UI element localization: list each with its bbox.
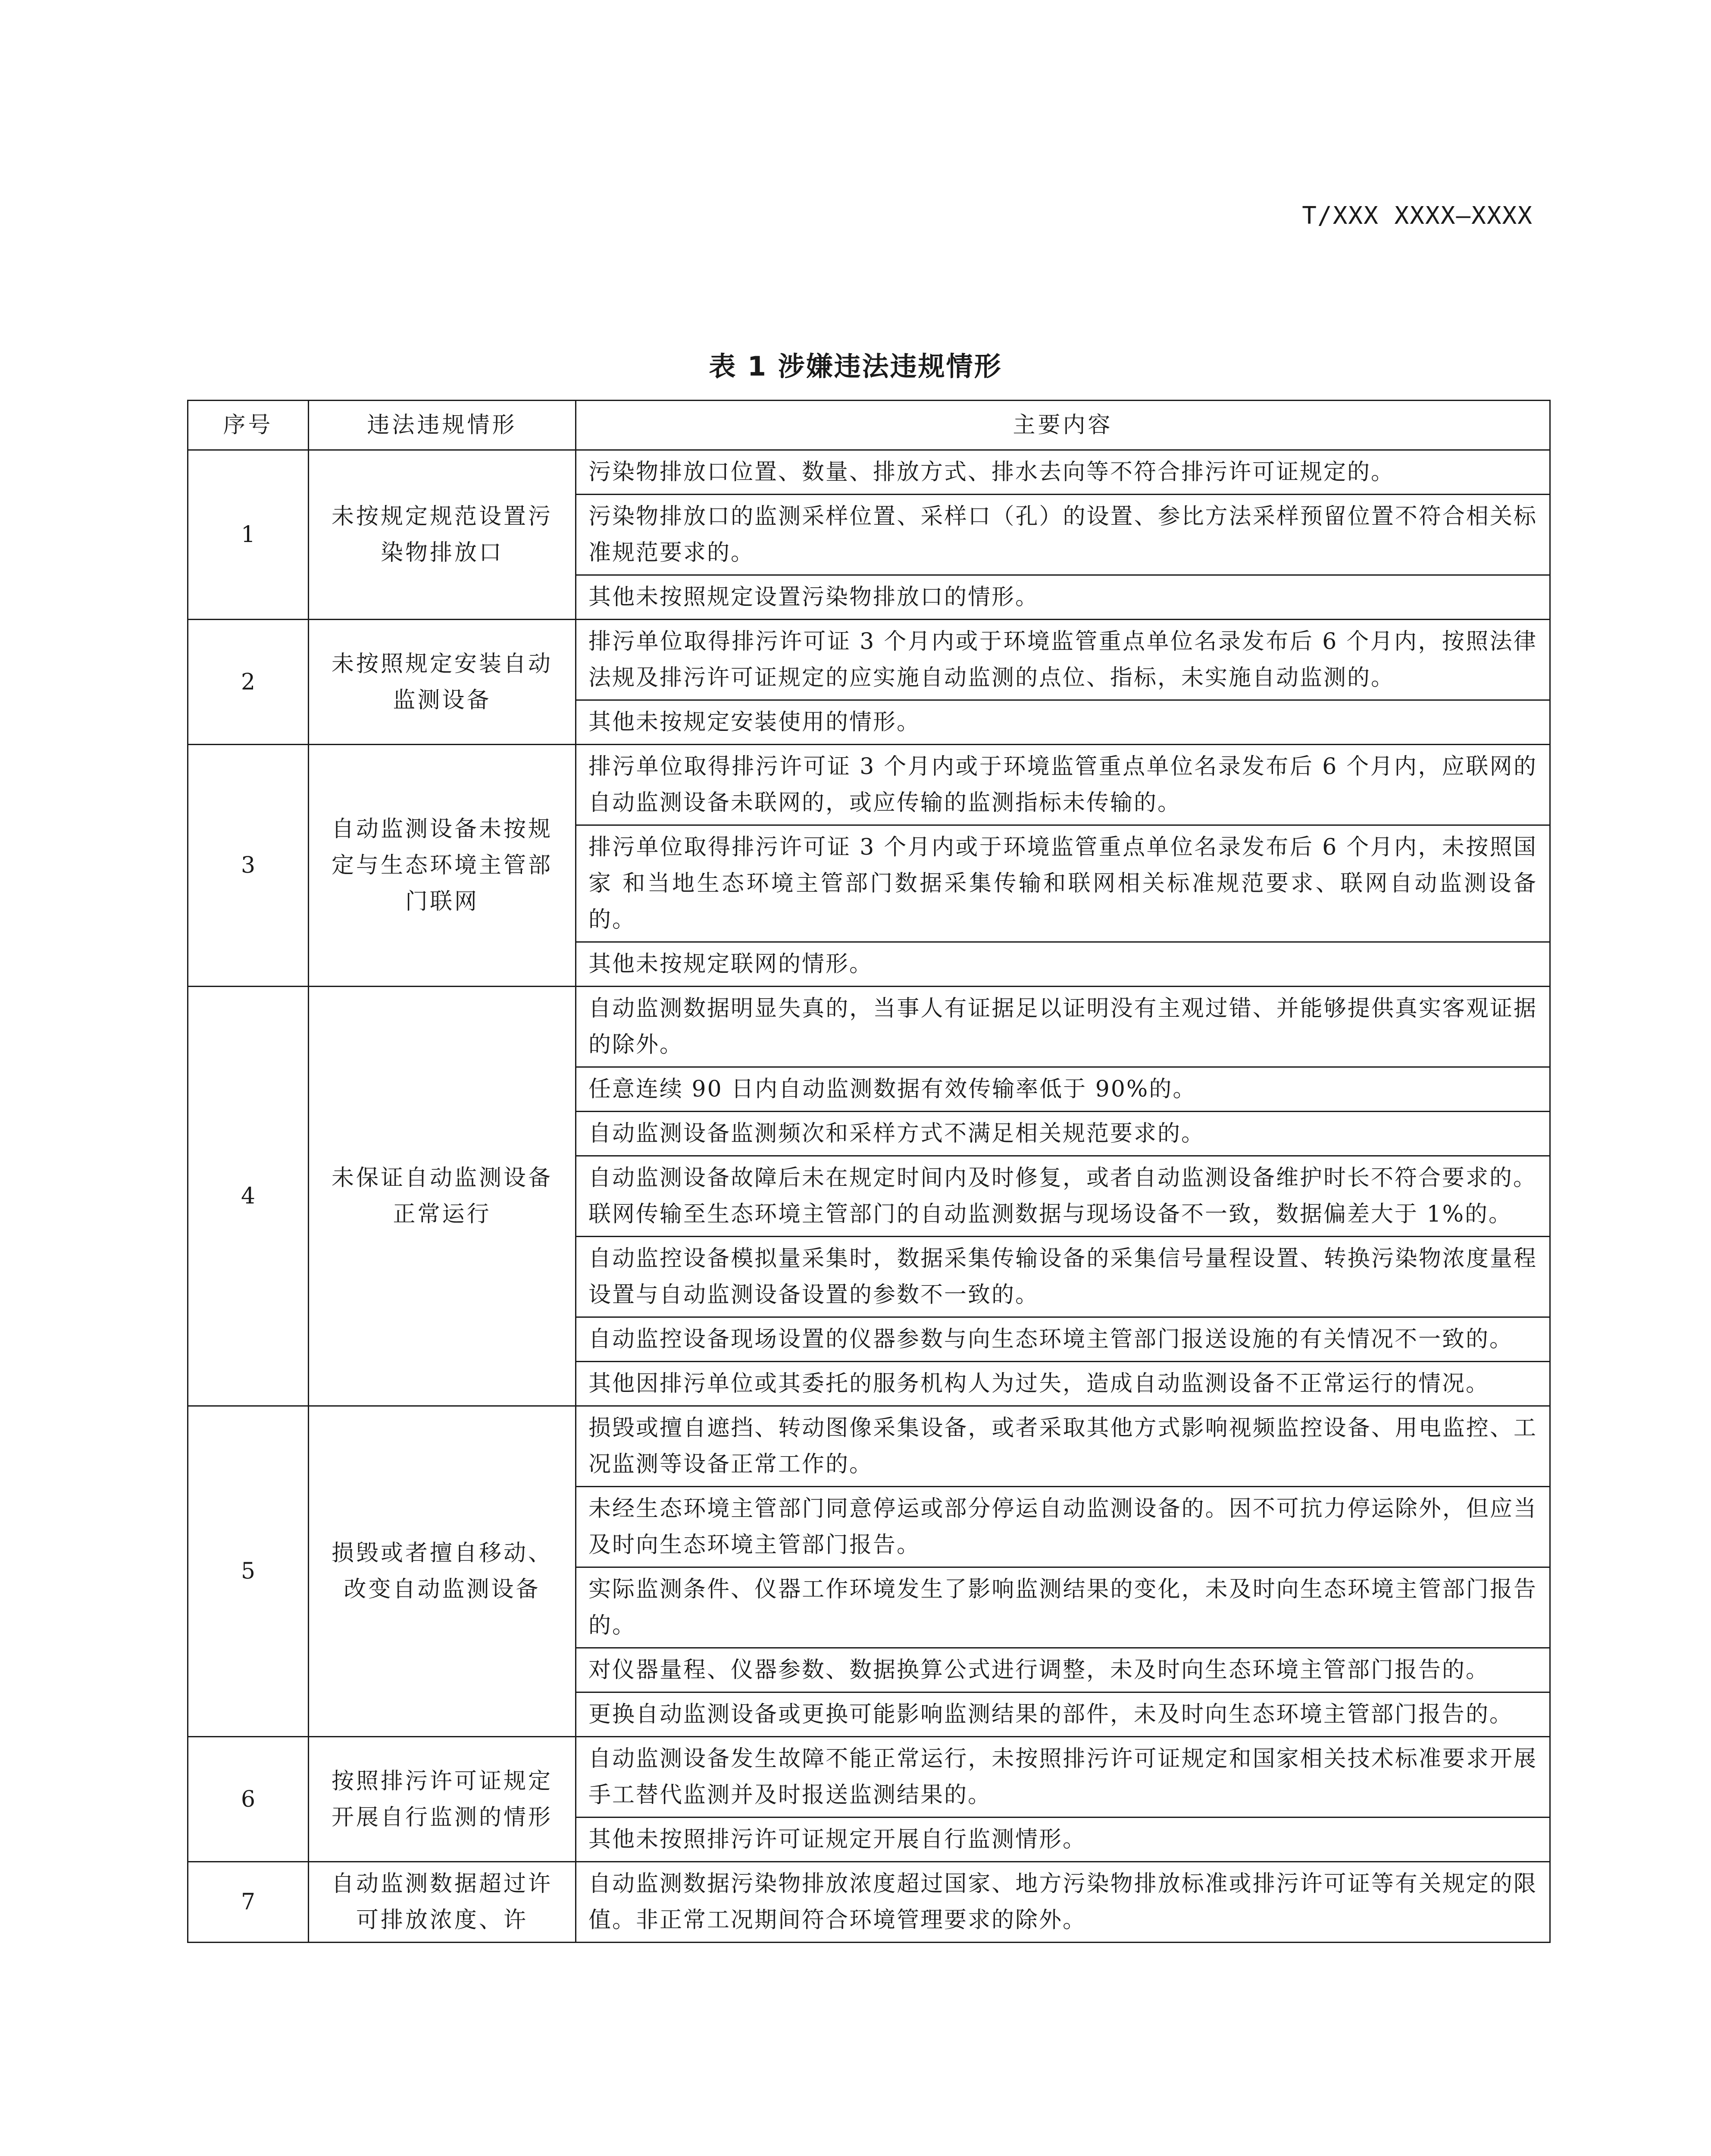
header-situation: 违法违规情形: [309, 401, 576, 450]
violation-content: 自动监测数据明显失真的，当事人有证据足以证明没有主观过错、并能够提供真实客观证据的除外。: [576, 987, 1550, 1067]
violation-content: 自动监测数据污染物排放浓度超过国家、地方污染物排放标准或排污许可证等有关规定的限值。非正常工况期间符合环境管理要求的除外。: [576, 1862, 1550, 1943]
table-row: [188, 1406, 1550, 1487]
violation-situation: 未保证自动监测设备正常运行: [309, 987, 576, 1406]
violation-content: 污染物排放口位置、数量、排放方式、排水去向等不符合排污许可证规定的。: [576, 450, 1550, 495]
violation-content: 自动监控设备现场设置的仪器参数与向生态环境主管部门报送设施的有关情况不一致的。: [576, 1317, 1550, 1362]
violation-content: 自动监测设备发生故障不能正常运行，未按照排污许可证规定和国家相关技术标准要求开展手工替代监测并及时报送监测结果的。: [576, 1737, 1550, 1818]
table-row: [188, 620, 1550, 700]
row-number: 4: [188, 987, 309, 1406]
violation-content: 未经生态环境主管部门同意停运或部分停运自动监测设备的。因不可抗力停运除外，但应当及时向生态环境主管部门报告。: [576, 1487, 1550, 1567]
violation-content: 其他未按规定安装使用的情形。: [576, 700, 1550, 745]
violations-table: [187, 400, 1551, 1943]
violation-content: 自动监控设备模拟量采集时，数据采集传输设备的采集信号量程设置、转换污染物浓度量程设置与自动监测设备设置的参数不一致的。: [576, 1237, 1550, 1317]
row-number: 7: [188, 1862, 309, 1943]
violation-situation: 自动监测数据超过许可排放浓度、许: [309, 1862, 576, 1943]
row-number: 3: [188, 745, 309, 987]
violation-content: 自动监测设备监测频次和采样方式不满足相关规范要求的。: [576, 1112, 1550, 1156]
violation-content: 更换自动监测设备或更换可能影响监测结果的部件，未及时向生态环境主管部门报告的。: [576, 1692, 1550, 1737]
violation-content: 污染物排放口的监测采样位置、采样口（孔）的设置、参比方法采样预留位置不符合相关标准规范要求的。: [576, 495, 1550, 575]
violation-situation: 未按照规定安装自动监测设备: [309, 620, 576, 745]
violation-content: 自动监测设备故障后未在规定时间内及时修复，或者自动监测设备维护时长不符合要求的。 联网传输至生态环境主管部门的自动监测数据与现场设备不一致，数据偏差大于 1%的。: [576, 1156, 1550, 1237]
violation-content: 排污单位取得排污许可证 3 个月内或于环境监管重点单位名录发布后 6 个月内，应联网的自动监测设备未联网的，或应传输的监测指标未传输的。: [576, 745, 1550, 825]
violation-content: 排污单位取得排污许可证 3 个月内或于环境监管重点单位名录发布后 6 个月内，按照法律法规及排污许可证规定的应实施自动监测的点位、指标，未实施自动监测的。: [576, 620, 1550, 700]
violation-content: 其他因排污单位或其委托的服务机构人为过失，造成自动监测设备不正常运行的情况。: [576, 1362, 1550, 1406]
table-row: [188, 450, 1550, 495]
violation-content: 任意连续 90 日内自动监测数据有效传输率低于 90%的。: [576, 1067, 1550, 1112]
table-title: 表 1 涉嫌违法违规情形: [709, 351, 1002, 382]
violation-situation: 未按规定规范设置污染物排放口: [309, 450, 576, 620]
document-code: T/XXX XXXX—XXXX: [1302, 202, 1533, 230]
violation-content: 实际监测条件、仪器工作环境发生了影响监测结果的变化，未及时向生态环境主管部门报告的。: [576, 1567, 1550, 1648]
header-number: 序号: [188, 401, 309, 450]
table-row: [188, 745, 1550, 825]
header-content: 主要内容: [576, 401, 1550, 450]
row-number: 1: [188, 450, 309, 620]
table-body: [188, 450, 1550, 1943]
violation-content: 其他未按规定联网的情形。: [576, 942, 1550, 987]
violation-content: 对仪器量程、仪器参数、数据换算公式进行调整，未及时向生态环境主管部门报告的。: [576, 1648, 1550, 1692]
table-row: [188, 987, 1550, 1067]
violation-content: 其他未按照规定设置污染物排放口的情形。: [576, 575, 1550, 620]
violation-content: 其他未按照排污许可证规定开展自行监测情形。: [576, 1818, 1550, 1862]
row-number: 2: [188, 620, 309, 745]
violation-situation: 损毁或者擅自移动、改变自动监测设备: [309, 1406, 576, 1737]
violation-situation: 自动监测设备未按规定与生态环境主管部门联网: [309, 745, 576, 987]
table-header-row: [188, 401, 1550, 450]
table-row: [188, 1737, 1550, 1818]
violation-content: 损毁或擅自遮挡、转动图像采集设备，或者采取其他方式影响视频监控设备、用电监控、工况监测等设备正常工作的。: [576, 1406, 1550, 1487]
violation-situation: 按照排污许可证规定开展自行监测的情形: [309, 1737, 576, 1862]
row-number: 5: [188, 1406, 309, 1737]
row-number: 6: [188, 1737, 309, 1862]
table-row: [188, 1862, 1550, 1943]
violation-content: 排污单位取得排污许可证 3 个月内或于环境监管重点单位名录发布后 6 个月内，未按照国家 和当地生态环境主管部门数据采集传输和联网相关标准规范要求、联网自动监测设备的。: [576, 825, 1550, 942]
